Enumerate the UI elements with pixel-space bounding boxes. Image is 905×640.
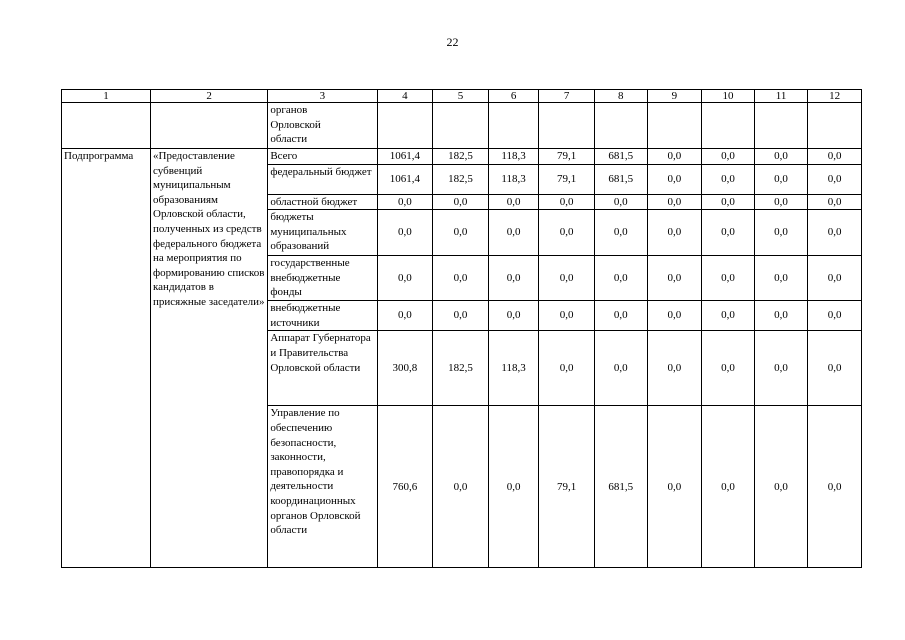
column-header: 6 <box>488 90 539 103</box>
budget-table <box>61 89 862 568</box>
value-cell: 0,0 <box>702 194 755 210</box>
value-cell: 0,0 <box>488 256 539 301</box>
value-cell: 0,0 <box>808 256 862 301</box>
value-cell: 0,0 <box>377 256 433 301</box>
value-cell: 760,6 <box>377 406 433 568</box>
value-cell: 300,8 <box>377 331 433 406</box>
program-name: «Предоставление субвенций муниципальным образованиям Орловской области, полученных из средств федерального бюджета на мероприятия по формированию списков кандидатов в присяжные заседатели» <box>151 149 268 568</box>
value-cell: 0,0 <box>702 331 755 406</box>
value-cell: 0,0 <box>754 210 808 256</box>
value-cell: 0,0 <box>594 194 647 210</box>
column-header: 9 <box>647 90 702 103</box>
column-header: 7 <box>539 90 595 103</box>
value-cell: 118,3 <box>488 149 539 165</box>
value-cell: 0,0 <box>808 406 862 568</box>
value-cell: 0,0 <box>647 210 702 256</box>
value-cell: 0,0 <box>377 210 433 256</box>
value-cell: 681,5 <box>594 406 647 568</box>
column-header: 11 <box>754 90 808 103</box>
value-cell: 0,0 <box>594 256 647 301</box>
value-cell: 0,0 <box>539 194 595 210</box>
value-cell: 0,0 <box>754 406 808 568</box>
value-cell: 0,0 <box>647 194 702 210</box>
column-header: 8 <box>594 90 647 103</box>
value-cell: 0,0 <box>808 210 862 256</box>
funding-source: федеральный бюджет <box>268 164 377 194</box>
funding-source: внебюджетные источники <box>268 301 377 331</box>
value-cell: 0,0 <box>702 210 755 256</box>
value-cell: 0,0 <box>702 164 755 194</box>
funding-source: Всего <box>268 149 377 165</box>
value-cell: 0,0 <box>594 210 647 256</box>
value-cell: 0,0 <box>702 406 755 568</box>
value-cell: 0,0 <box>808 164 862 194</box>
value-cell: 0,0 <box>808 301 862 331</box>
value-cell: 0,0 <box>647 406 702 568</box>
value-cell: 1061,4 <box>377 149 433 165</box>
funding-source: бюджеты муниципальных образований <box>268 210 377 256</box>
value-cell: 0,0 <box>754 331 808 406</box>
page-number: 22 <box>446 35 459 49</box>
column-header: 4 <box>377 90 433 103</box>
funding-source: государственные внебюджетные фонды <box>268 256 377 301</box>
value-cell: 0,0 <box>433 301 489 331</box>
value-cell: 0,0 <box>647 149 702 165</box>
value-cell: 118,3 <box>488 164 539 194</box>
value-cell: 0,0 <box>488 194 539 210</box>
value-cell: 0,0 <box>539 210 595 256</box>
value-cell: 0,0 <box>702 301 755 331</box>
value-cell: 0,0 <box>808 194 862 210</box>
value-cell: 0,0 <box>702 256 755 301</box>
value-cell: 0,0 <box>488 406 539 568</box>
value-cell: 0,0 <box>754 164 808 194</box>
program-type: Подпрограмма <box>62 149 151 568</box>
value-cell: 118,3 <box>488 331 539 406</box>
value-cell: 0,0 <box>377 194 433 210</box>
value-cell: 182,5 <box>433 164 489 194</box>
value-cell: 0,0 <box>433 194 489 210</box>
column-header: 1 <box>62 90 151 103</box>
value-cell: 0,0 <box>539 301 595 331</box>
value-cell: 1061,4 <box>377 164 433 194</box>
value-cell: 0,0 <box>702 149 755 165</box>
header-row <box>62 90 862 103</box>
value-cell: 182,5 <box>433 331 489 406</box>
funding-source: областной бюджет <box>268 194 377 210</box>
column-header: 12 <box>808 90 862 103</box>
value-cell: 0,0 <box>647 301 702 331</box>
column-header: 2 <box>151 90 268 103</box>
value-cell: 0,0 <box>594 301 647 331</box>
value-cell: 0,0 <box>594 331 647 406</box>
value-cell: 681,5 <box>594 149 647 165</box>
value-cell: 0,0 <box>754 149 808 165</box>
value-cell: 0,0 <box>808 149 862 165</box>
value-cell: 0,0 <box>754 194 808 210</box>
value-cell: 79,1 <box>539 406 595 568</box>
funding-source: Аппарат Губернатора и Правительства Орловской области <box>268 331 377 406</box>
value-cell: 79,1 <box>539 149 595 165</box>
value-cell: 0,0 <box>433 210 489 256</box>
value-cell: 182,5 <box>433 149 489 165</box>
value-cell: 0,0 <box>488 301 539 331</box>
value-cell: 0,0 <box>647 164 702 194</box>
value-cell: 0,0 <box>377 301 433 331</box>
continuation-source: органов Орловской области <box>268 103 377 149</box>
column-header: 3 <box>268 90 377 103</box>
value-cell: 0,0 <box>539 256 595 301</box>
value-cell: 0,0 <box>808 331 862 406</box>
value-cell: 0,0 <box>754 256 808 301</box>
value-cell: 681,5 <box>594 164 647 194</box>
value-cell: 0,0 <box>488 210 539 256</box>
value-cell: 0,0 <box>539 331 595 406</box>
value-cell: 0,0 <box>433 406 489 568</box>
column-header: 5 <box>433 90 489 103</box>
continuation-row <box>62 103 862 149</box>
value-cell: 0,0 <box>754 301 808 331</box>
value-cell: 79,1 <box>539 164 595 194</box>
column-header: 10 <box>702 90 755 103</box>
table-row <box>62 149 862 165</box>
funding-source: Управление по обеспечению безопасности, законности, правопорядка и деятельности координационных органов Орловской области <box>268 406 377 568</box>
value-cell: 0,0 <box>647 256 702 301</box>
value-cell: 0,0 <box>647 331 702 406</box>
value-cell: 0,0 <box>433 256 489 301</box>
